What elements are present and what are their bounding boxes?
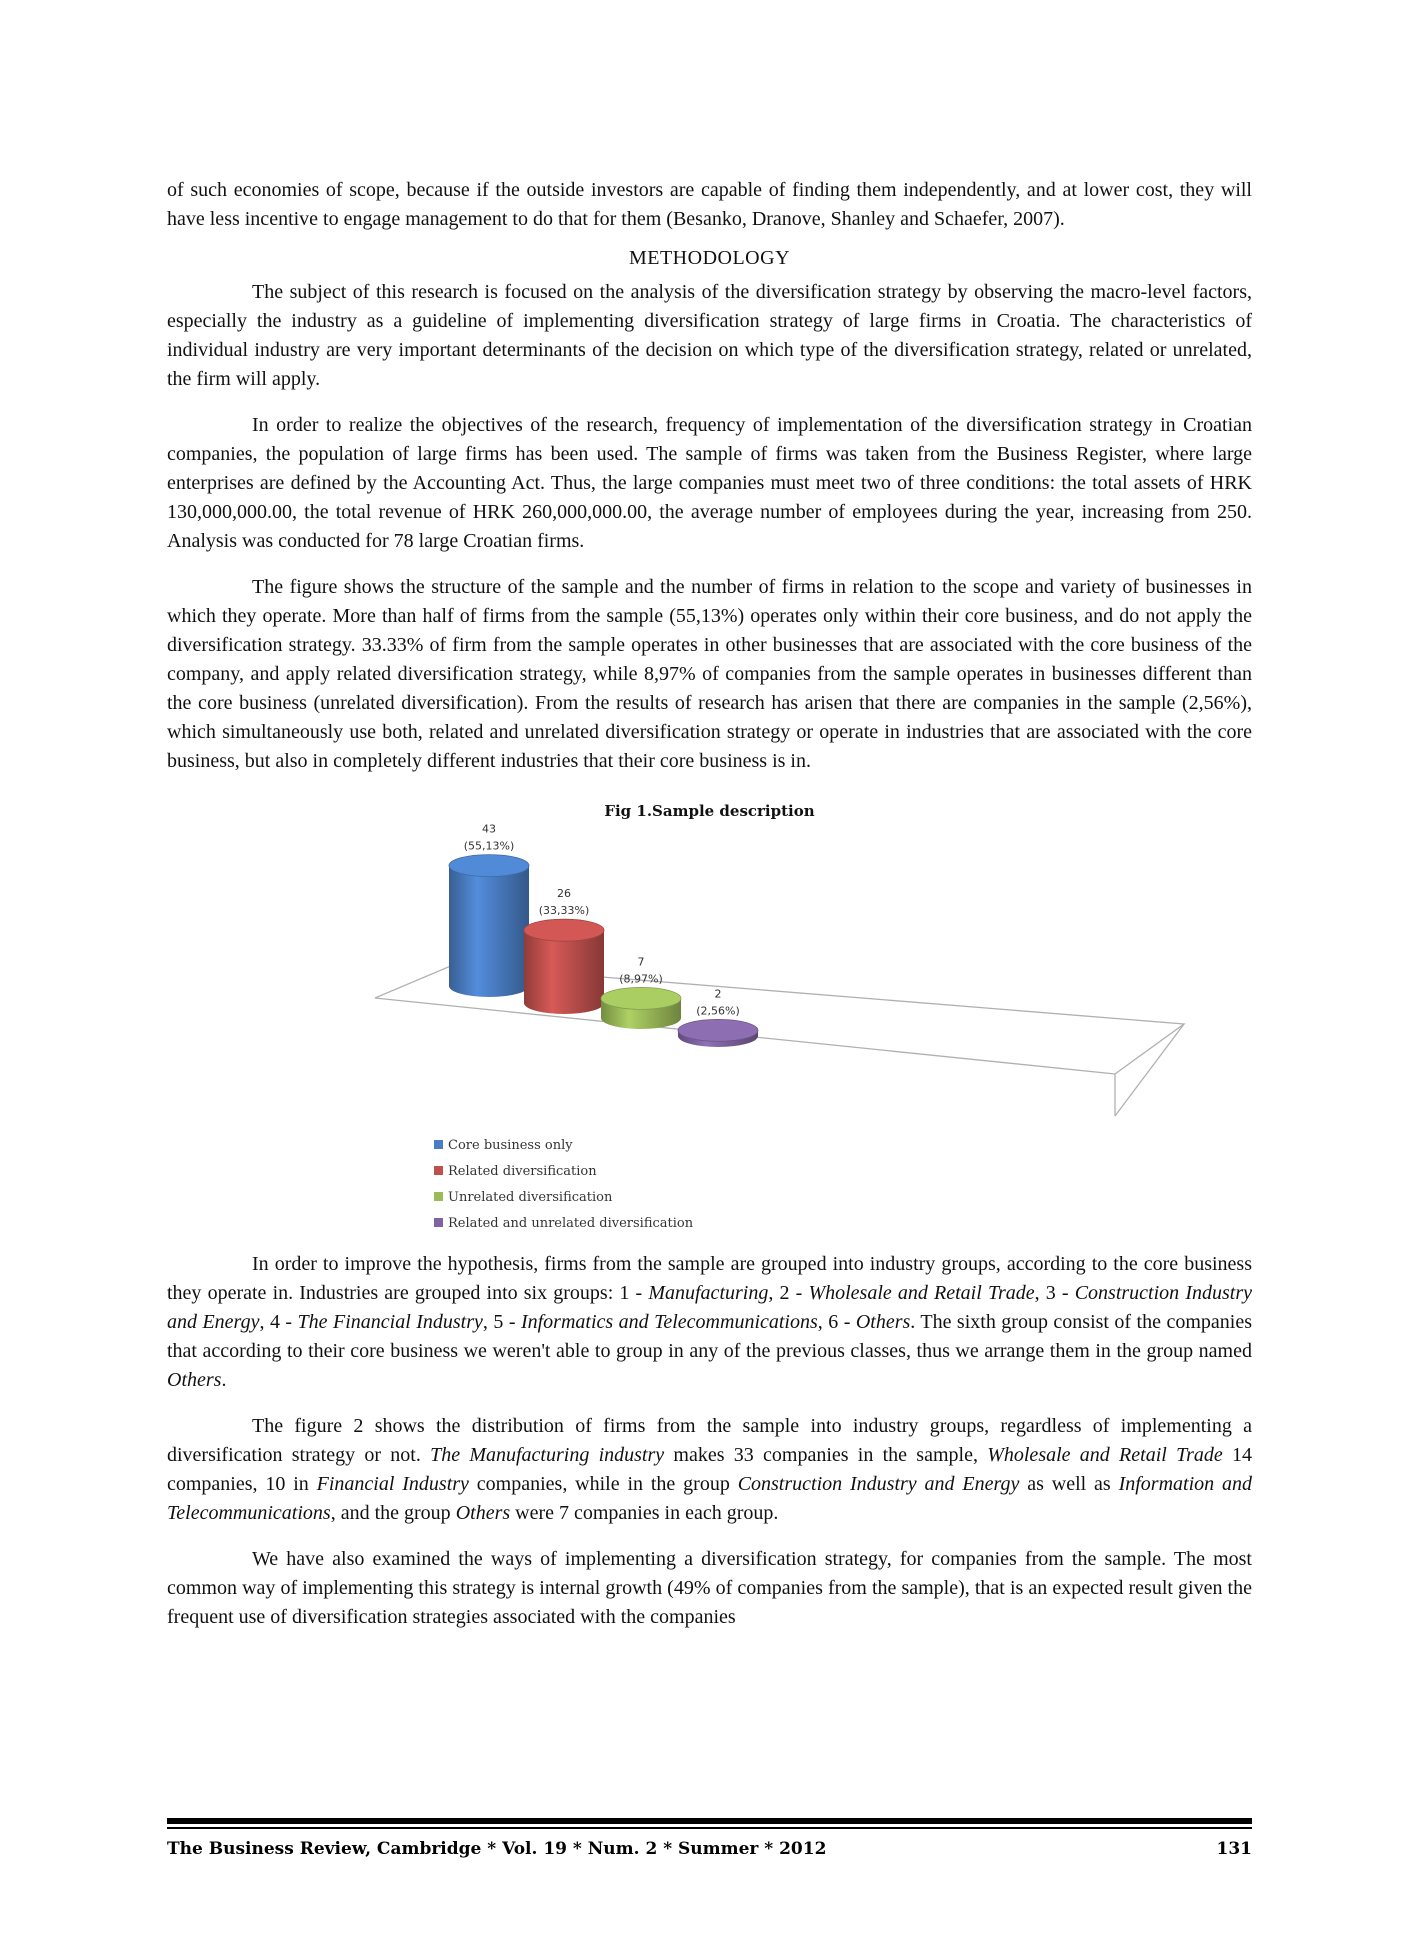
paragraph-industry-groups: In order to improve the hypothesis, firms from the sample are grouped into industry groups, according to the core business they operate in. Industries are grouped into six groups: 1 - Manufacturing, 2 - Wholesale and Retail Trade, 3 - Construction Industry and Energy, 4 - The Financial Industry, 5 - Informatics and Telecommunications, 6 - Others. The sixth group consist of the companies that according to their core business we weren't able to group in any of the previous classes, thus we arrange them in the group named Others. bbox=[167, 1253, 1252, 1391]
chart-bar-1 bbox=[449, 855, 529, 997]
chart-bar-top bbox=[449, 855, 529, 877]
paragraph-sample-structure: The figure shows the structure of the sample and the number of firms in relation to the scope and variety of businesses in which they operate. More than half of firms from the sample (55,13%) operates only within their core business, and do not apply the diversification strategy. 33.33% of firm from the sample operates in other businesses that are associated with the core business of the company, and apply related diversification strategy, while 8,97% of companies from the sample operates in businesses different than the core business (unrelated diversification). From the results of research has arisen that there are companies in the sample (2,56%), which simultaneously use both, related and unrelated diversification strategy or operate in industries that are associated with the core business, but also in completely different industries that their core business is in. bbox=[167, 576, 1252, 772]
chart-value-label: 26 bbox=[557, 887, 571, 901]
figure-title: Fig 1.Sample description bbox=[604, 802, 815, 820]
chart-bar-2 bbox=[524, 919, 604, 1014]
sample-description-chart bbox=[167, 820, 1252, 1250]
chart-bar-top bbox=[524, 919, 604, 941]
section-heading-methodology: METHODOLOGY bbox=[628, 247, 791, 269]
chart-svg bbox=[167, 820, 1252, 1250]
paragraph-industry-distribution: The figure 2 shows the distribution of firms from the sample into industry groups, regardless of implementing a diversification strategy or not. The Manufacturing industry makes 33 companies in the sample, Wholesale and Retail Trade 14 companies, 10 in Financial Industry companies, while in the group Construction Industry and Energy as well as Information and Telecommunications, and the group Others were 7 companies in each group. bbox=[167, 1415, 1253, 1524]
page-footer bbox=[167, 1818, 1252, 1859]
footer-rule-thin bbox=[167, 1827, 1252, 1829]
chart-bar-body bbox=[449, 866, 529, 997]
legend-swatch bbox=[434, 1192, 443, 1201]
chart-floor-depth-edge bbox=[1115, 1024, 1184, 1116]
legend-swatch bbox=[434, 1218, 443, 1227]
chart-bar-body bbox=[524, 930, 604, 1014]
legend-swatch bbox=[434, 1140, 443, 1149]
paragraph-intro: of such economies of scope, because if the outside investors are capable of finding them independently, and at lower cost, they will have less incentive to engage management to do that for them (Besanko, Dranove, Shanley and Schaefer, 2007). bbox=[167, 179, 1252, 230]
chart-bar-4 bbox=[678, 1019, 758, 1047]
paragraph-objectives: In order to realize the objectives of the research, frequency of implementation of the diversification strategy in Croatian companies, the population of large firms has been used. The sample of firms was taken from the Business Register, where large enterprises are defined by the Accounting Act. Thus, the large companies must meet two of three conditions: the total assets of HRK 130,000,000.00, the total revenue of HRK 260,000,000.00, the average number of employees during the year, increasing from 250. Analysis was conducted for 78 large Croatian firms. bbox=[167, 414, 1252, 552]
chart-bar-top bbox=[678, 1019, 758, 1041]
legend-label: Related and unrelated diversification bbox=[448, 1216, 694, 1231]
chart-value-label: 2 bbox=[714, 987, 722, 1001]
legend-label: Core business only bbox=[448, 1138, 573, 1153]
page-number: 131 bbox=[1216, 1839, 1252, 1859]
paragraph-implementation-ways: We have also examined the ways of implementing a diversification strategy, for companies from the sample. The most common way of implementing this strategy is internal growth (49% of companies from the sample), that is an expected result given the frequent use of diversification strategies associated with the companies bbox=[167, 1548, 1252, 1628]
legend-label: Unrelated diversification bbox=[448, 1190, 613, 1205]
chart-bar-3 bbox=[601, 987, 681, 1029]
footer-rule-thick bbox=[167, 1818, 1252, 1824]
legend-label: Related diversification bbox=[448, 1164, 597, 1179]
page-content bbox=[167, 176, 1252, 1916]
chart-percent-label: (8,97%) bbox=[619, 972, 663, 986]
chart-percent-label: (2,56%) bbox=[696, 1004, 740, 1018]
chart-value-label: 43 bbox=[482, 822, 496, 836]
chart-percent-label: (55,13%) bbox=[463, 839, 515, 853]
chart-bar-top bbox=[601, 987, 681, 1009]
paragraph-subject: The subject of this research is focused on the analysis of the diversification strategy by observing the macro-level factors, especially the industry as a guideline of implementing diversification strategy of large firms in Croatia. The characteristics of individual industry are very important determinants of the decision on which type of the diversification strategy, related or unrelated, the firm will apply. bbox=[167, 281, 1252, 390]
chart-value-label: 7 bbox=[637, 955, 645, 969]
journal-citation: The Business Review, Cambridge * Vol. 19 * Num. 2 * Summer * 2012 bbox=[167, 1839, 827, 1859]
chart-percent-label: (33,33%) bbox=[538, 904, 590, 918]
legend-swatch bbox=[434, 1166, 443, 1175]
